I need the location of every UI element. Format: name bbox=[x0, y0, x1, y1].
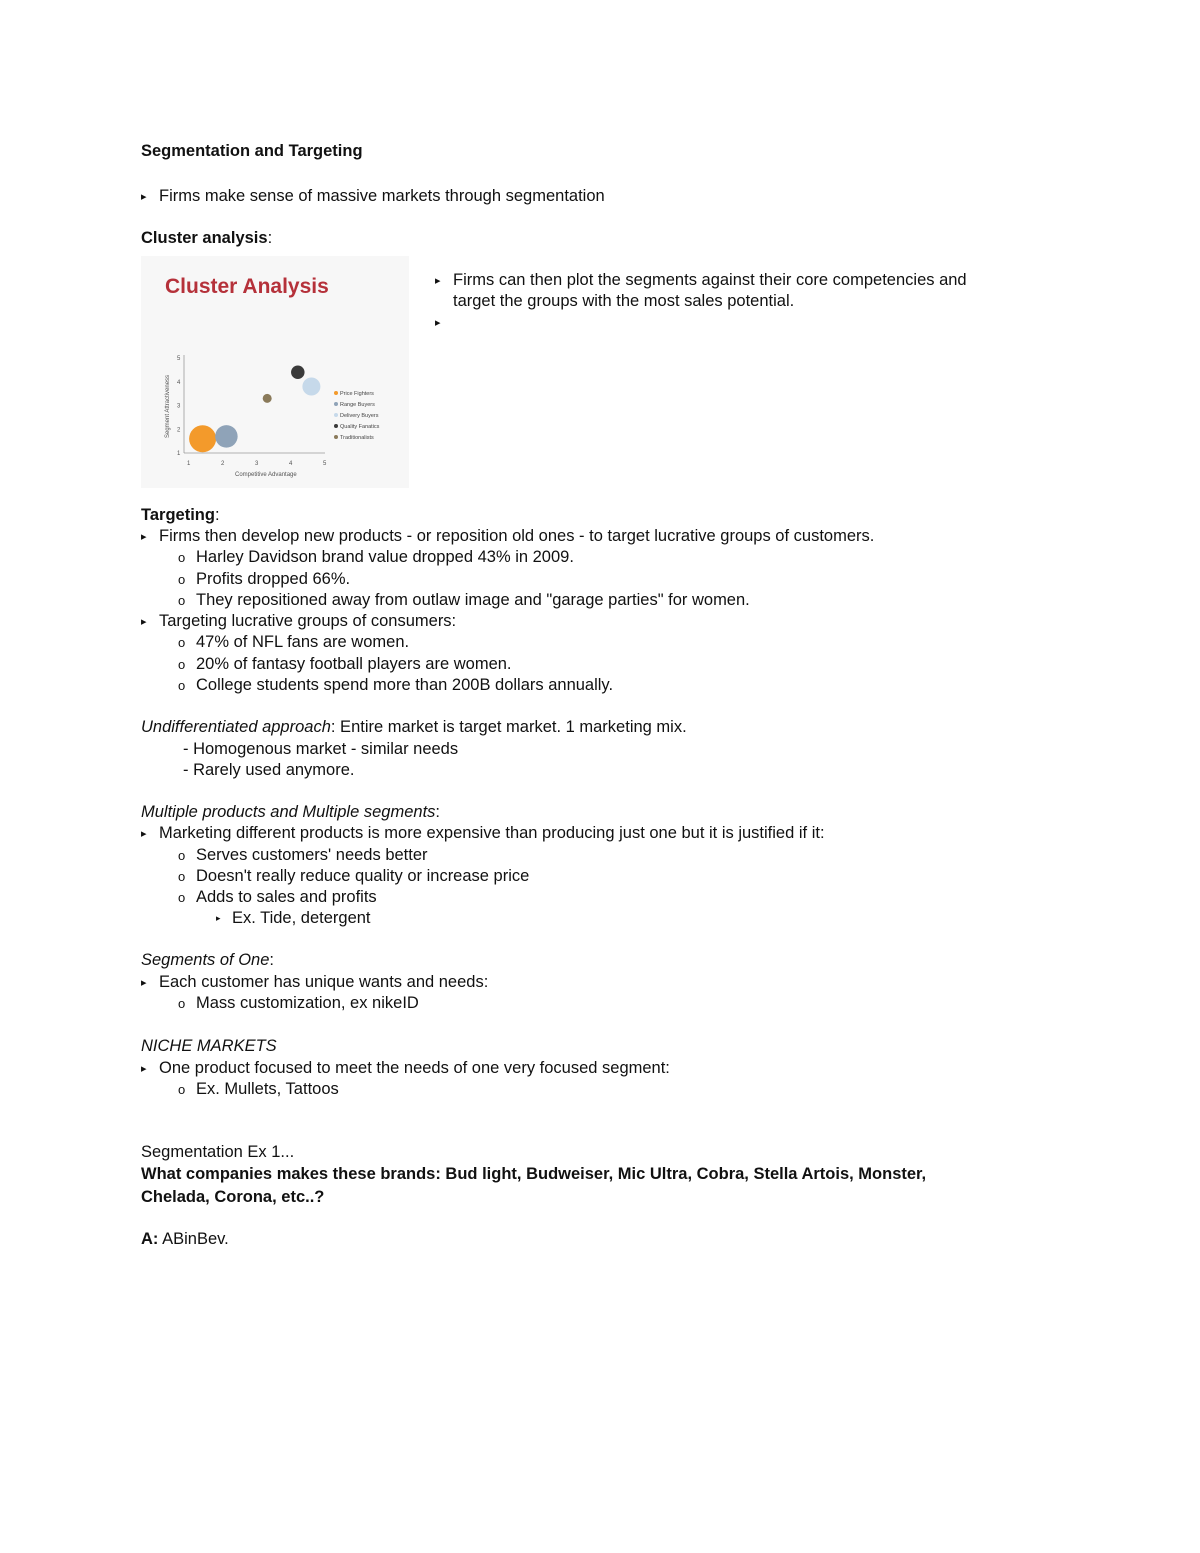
example-question-line1: What companies makes these brands: Bud light, Budweiser, Mic Ultra, Cobra, Stella Artois, Monster, bbox=[141, 1165, 927, 1183]
list-item bbox=[141, 972, 488, 994]
small-bullet-icon: ▸ bbox=[216, 913, 221, 923]
sub-bullet-text: Doesn't really reduce quality or increase price bbox=[196, 867, 530, 885]
legend-swatch bbox=[334, 435, 338, 439]
circle-bullet-icon: o bbox=[178, 869, 186, 884]
targeting-heading bbox=[141, 505, 220, 526]
sub-bullet-text: Profits dropped 66%. bbox=[196, 570, 351, 588]
circle-bullet-icon: o bbox=[178, 657, 186, 672]
sub-sub-list-item bbox=[216, 908, 371, 929]
undifferentiated-text: : Entire market is target market. 1 marketing mix. bbox=[330, 718, 687, 736]
y-tick-label: 2 bbox=[177, 427, 181, 434]
colon: : bbox=[435, 803, 440, 821]
bullet-text: Each customer has unique wants and needs: bbox=[159, 973, 489, 991]
cluster-heading-text: Cluster analysis bbox=[141, 229, 268, 247]
sub-list-item bbox=[178, 547, 574, 568]
legend-label: Traditionalists bbox=[340, 435, 374, 441]
sub-list-item bbox=[178, 993, 419, 1014]
bullet-text: Firms can then plot the segments against their core competencies and bbox=[453, 271, 967, 289]
bullet-text: One product focused to meet the needs of one very focused segment: bbox=[159, 1059, 670, 1077]
bullet-text-continued: target the groups with the most sales potential. bbox=[453, 292, 795, 310]
sub-list-item bbox=[178, 866, 529, 887]
x-axis-label: Competitive Advantage bbox=[235, 472, 297, 478]
circle-bullet-icon: o bbox=[178, 1082, 186, 1097]
sub-bullet-text: Serves customers' needs better bbox=[196, 846, 428, 864]
bullet-icon: ▸ bbox=[141, 531, 147, 543]
legend-swatch bbox=[334, 413, 338, 417]
y-tick-label: 5 bbox=[177, 356, 181, 362]
colon: : bbox=[214, 506, 220, 524]
bullet-text: Targeting lucrative groups of consumers: bbox=[159, 612, 457, 630]
sub-list-item bbox=[178, 845, 428, 866]
circle-bullet-icon: o bbox=[178, 593, 186, 608]
sub-bullet-text: College students spend more than 200B dollars annually. bbox=[196, 676, 614, 694]
sub-list-item bbox=[178, 675, 613, 696]
sub-bullet-text: Mass customization, ex nikeID bbox=[196, 994, 419, 1012]
dash-item: - Homogenous market - similar needs bbox=[183, 740, 459, 758]
data-point bbox=[291, 366, 305, 380]
sub-list-item bbox=[178, 654, 512, 675]
sub-list-item bbox=[178, 569, 350, 590]
circle-bullet-icon: o bbox=[178, 550, 186, 565]
list-item bbox=[435, 270, 967, 292]
segments-of-one-heading bbox=[141, 950, 274, 971]
cluster-chart bbox=[141, 256, 409, 488]
circle-bullet-icon: o bbox=[178, 890, 186, 905]
bullet-icon: ▸ bbox=[435, 275, 441, 287]
page-title: Segmentation and Targeting bbox=[141, 142, 363, 160]
sub-bullet-text: Harley Davidson brand value dropped 43% in 2009. bbox=[196, 548, 574, 566]
list-item bbox=[141, 1058, 670, 1080]
answer-text: ABinBev. bbox=[158, 1230, 229, 1248]
colon: : bbox=[269, 951, 275, 969]
bullet-icon: ▸ bbox=[141, 191, 147, 203]
circle-bullet-icon: o bbox=[178, 848, 186, 863]
legend-swatch bbox=[334, 424, 338, 428]
targeting-heading-text: Targeting bbox=[141, 506, 215, 524]
legend-label: Range Buyers bbox=[340, 402, 375, 408]
chart-title: Cluster Analysis bbox=[165, 275, 329, 298]
undifferentiated-heading: Undifferentiated approach bbox=[141, 718, 331, 736]
bullet-text: Firms make sense of massive markets through segmentation bbox=[159, 187, 605, 205]
list-item bbox=[141, 823, 825, 845]
legend-swatch bbox=[334, 391, 338, 395]
bullet-icon: ▸ bbox=[141, 616, 147, 628]
colon: : bbox=[267, 229, 273, 247]
dash-item: - Rarely used anymore. bbox=[183, 761, 355, 779]
bullet-text: Marketing different products is more expensive than producing just one but it is justified if it: bbox=[159, 824, 825, 842]
data-point bbox=[189, 425, 216, 452]
legend-label: Price Fighters bbox=[340, 391, 374, 397]
data-point bbox=[263, 394, 272, 403]
sub-list-item bbox=[178, 632, 409, 653]
x-tick-label: 2 bbox=[221, 461, 225, 467]
bullet-text: Firms then develop new products - or reposition old ones - to target lucrative groups of customers. bbox=[159, 527, 875, 545]
circle-bullet-icon: o bbox=[178, 572, 186, 587]
legend-label: Quality Fanatics bbox=[340, 424, 380, 430]
x-tick-label: 5 bbox=[323, 461, 327, 467]
answer-label: A: bbox=[141, 1230, 159, 1248]
y-tick-label: 1 bbox=[177, 451, 181, 457]
cluster-analysis-figure bbox=[141, 256, 409, 488]
sub-bullet-text: They repositioned away from outlaw image and "garage parties" for women. bbox=[196, 591, 750, 609]
example-label: Segmentation Ex 1... bbox=[141, 1143, 295, 1161]
bullet-icon: ▸ bbox=[141, 977, 147, 989]
x-tick-label: 3 bbox=[255, 461, 259, 467]
x-tick-label: 4 bbox=[289, 461, 293, 467]
y-axis-label: Segment Attractiveness bbox=[165, 374, 171, 438]
sub-list-item bbox=[178, 590, 750, 611]
example-question-line2: Chelada, Corona, etc..? bbox=[141, 1188, 325, 1206]
y-tick-label: 4 bbox=[177, 379, 181, 386]
example-answer bbox=[141, 1229, 229, 1250]
data-point bbox=[215, 425, 238, 448]
circle-bullet-icon: o bbox=[178, 635, 186, 650]
list-item bbox=[435, 312, 453, 334]
legend-label: Delivery Buyers bbox=[340, 413, 379, 419]
sub-bullet-text: Ex. Mullets, Tattoos bbox=[196, 1080, 339, 1098]
undifferentiated-paragraph bbox=[141, 717, 687, 738]
multiple-heading-text: Multiple products and Multiple segments bbox=[141, 803, 436, 821]
sub-sub-bullet-text: Ex. Tide, detergent bbox=[232, 909, 371, 927]
niche-heading: NICHE MARKETS bbox=[141, 1037, 277, 1055]
y-tick-label: 3 bbox=[177, 403, 181, 410]
data-point bbox=[302, 378, 320, 396]
multiple-heading bbox=[141, 802, 440, 823]
sub-list-item bbox=[178, 887, 377, 908]
list-item bbox=[141, 186, 605, 208]
segments-of-one-heading-text: Segments of One bbox=[141, 951, 270, 969]
list-item bbox=[141, 526, 874, 548]
bullet-icon: ▸ bbox=[435, 317, 441, 329]
legend-swatch bbox=[334, 402, 338, 406]
list-item bbox=[141, 611, 456, 633]
sub-bullet-text: 20% of fantasy football players are women. bbox=[196, 655, 512, 673]
cluster-heading bbox=[141, 228, 272, 249]
circle-bullet-icon: o bbox=[178, 996, 186, 1011]
sub-list-item bbox=[178, 1079, 339, 1100]
bullet-icon: ▸ bbox=[141, 1063, 147, 1075]
sub-bullet-text: 47% of NFL fans are women. bbox=[196, 633, 410, 651]
bullet-icon: ▸ bbox=[141, 828, 147, 840]
sub-bullet-text: Adds to sales and profits bbox=[196, 888, 377, 906]
x-tick-label: 1 bbox=[187, 461, 191, 467]
circle-bullet-icon: o bbox=[178, 678, 186, 693]
